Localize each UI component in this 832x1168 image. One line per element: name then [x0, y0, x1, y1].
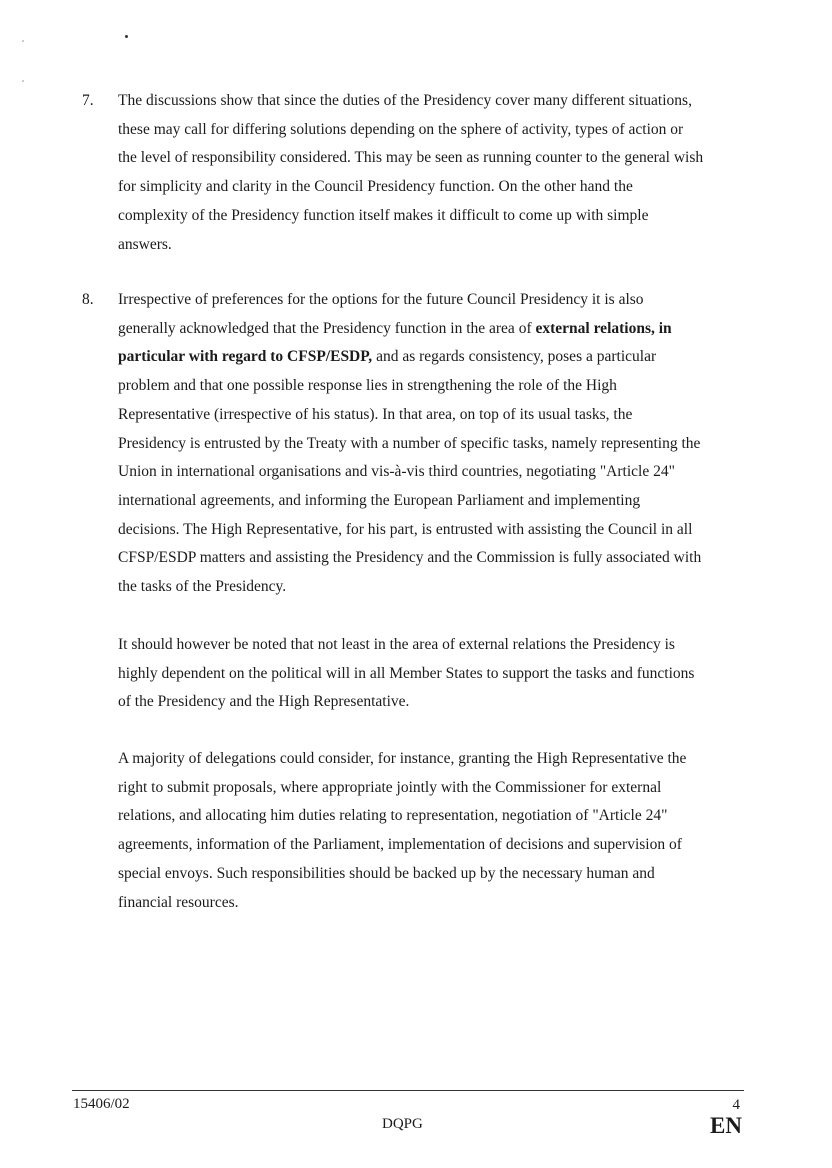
text-line: Irrespective of preferences for the options for the future Council Presidency it is also [118, 291, 644, 308]
text-line: Union in international organisations and vis-à-vis third countries, negotiating "Article 24" [118, 463, 675, 481]
paragraph-text [118, 631, 758, 717]
text-line: CFSP/ESDP matters and assisting the Presidency and the Commission is fully associated with [118, 549, 702, 567]
text-line: answers. [118, 235, 172, 253]
text-line: Presidency is entrusted by the Treaty with a number of specific tasks, namely representing the [118, 434, 701, 452]
bold-emphasis: external relations, in [535, 319, 672, 337]
text-line: agreements, information of the Parliament, implementation of decisions and supervision of [118, 836, 682, 854]
text-line: relations, and allocating him duties relating to representation, negotiation of "Article 24" [118, 807, 668, 825]
text-line: A majority of delegations could consider, for instance, granting the High Representative the [118, 750, 687, 767]
footer-divider [72, 1090, 744, 1091]
text-line: problem and that one possible response lies in strengthening the role of the High [118, 377, 617, 395]
scan-speck [22, 40, 24, 42]
paragraph-number: 8. [82, 291, 94, 308]
text-line: of the Presidency and the High Representative. [118, 693, 410, 711]
text-line: It should however be noted that not least in the area of external relations the Presidency is [118, 636, 675, 653]
text-line: the tasks of the Presidency. [118, 578, 287, 596]
scan-speck [125, 35, 128, 38]
text-line: these may call for differing solutions depending on the sphere of activity, types of action or [118, 120, 684, 138]
text-line: decisions. The High Representative, for his part, is entrusted with assisting the Council in all [118, 520, 693, 538]
paragraph-text [118, 87, 758, 259]
text-line [118, 343, 758, 372]
text-line: international agreements, and informing the European Parliament and implementing [118, 491, 641, 509]
bold-emphasis: particular with regard to CFSP/ESDP, [118, 348, 373, 366]
directorate-code: DQPG [382, 1116, 423, 1132]
text-line: right to submit proposals, where appropriate jointly with the Commissioner for external [118, 778, 662, 796]
paragraph-text [118, 286, 758, 602]
paragraph-number: 7. [82, 92, 94, 109]
language-code: EN [710, 1113, 742, 1138]
text-line: special envoys. Such responsibilities should be backed up by the necessary human and [118, 864, 655, 882]
text-run: generally acknowledged that the Presidency function in the area of [118, 319, 536, 337]
paragraph-text [118, 745, 758, 917]
document-reference: 15406/02 [73, 1096, 130, 1112]
scan-speck [22, 80, 24, 82]
text-line: Representative (irrespective of his status). In that area, on top of its usual tasks, the [118, 405, 633, 423]
text-line: for simplicity and clarity in the Council Presidency function. On the other hand the [118, 178, 633, 196]
text-line [118, 315, 758, 344]
text-line: financial resources. [118, 893, 239, 911]
text-line: The discussions show that since the duties of the Presidency cover many different situations, [118, 92, 692, 109]
text-line: complexity of the Presidency function itself makes it difficult to come up with simple [118, 206, 649, 224]
text-line: highly dependent on the political will in all Member States to support the tasks and functions [118, 664, 695, 682]
text-line: the level of responsibility considered. This may be seen as running counter to the general wish [118, 149, 704, 167]
page-number: 4 [732, 1097, 740, 1113]
text-run: and as regards consistency, poses a particular [372, 348, 657, 366]
